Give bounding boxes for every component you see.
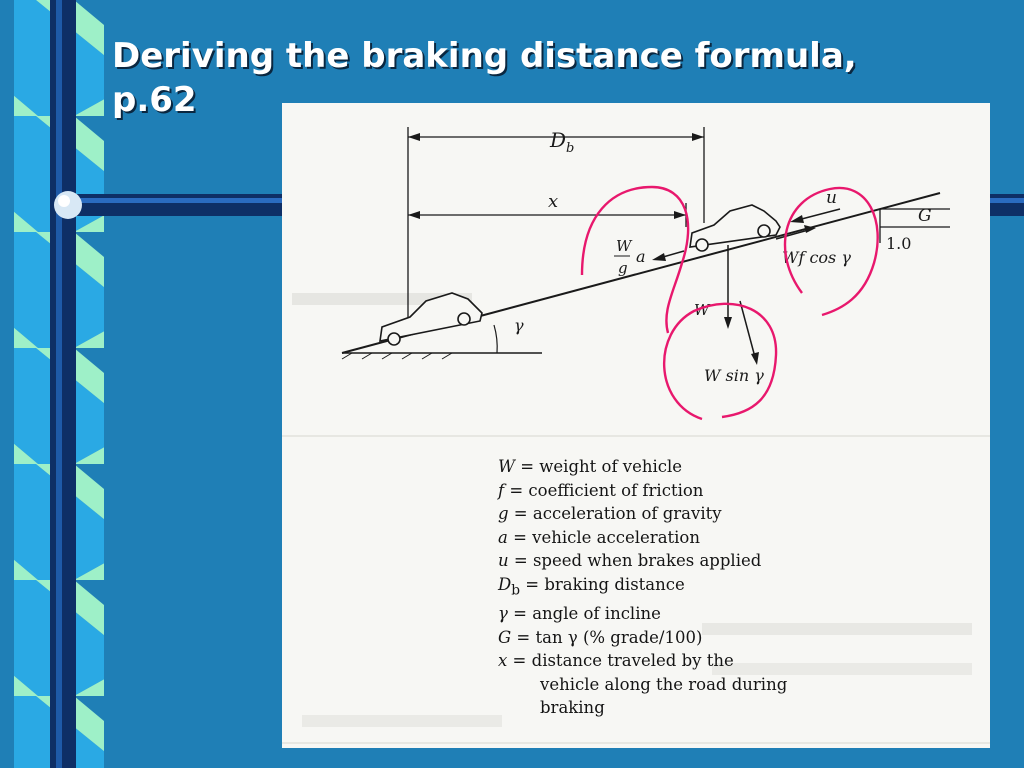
legend-row [498,549,918,573]
legend-row [498,455,918,479]
legend-row [498,626,918,650]
legend-text: vehicle along the road during [540,674,788,694]
legend-symbol: a [498,527,508,547]
legend-text: = coefficient of friction [504,480,704,500]
label-weight: W [694,301,710,319]
title-line-1: Deriving the braking distance formula, [112,36,857,76]
legend-row [498,673,918,697]
label-g: g [618,259,628,277]
symbol-legend [498,455,918,720]
legend-symbol: f [498,480,505,500]
legend-text: = braking distance [520,574,685,594]
label-grade-g: G [918,206,932,226]
legend-row [498,649,918,673]
label-weight-component: W sin γ [704,366,764,385]
legend-row [498,573,918,603]
legend-row [498,602,918,626]
legend-subscript: b [511,581,521,598]
label-friction-force: Wf cos γ [782,248,851,267]
label-acceleration: a [636,247,646,266]
label-angle: γ [514,316,524,335]
legend-row [498,696,918,720]
label-braking-distance: $D_b$ [550,128,575,156]
legend-symbol: g [498,504,509,523]
legend-text: = vehicle acceleration [507,527,700,547]
legend-text: = distance traveled by the [507,651,734,671]
legend-symbol: x [498,651,508,671]
legend-text: = weight of vehicle [514,457,683,476]
legend-row [498,479,918,503]
label-run: 1.0 [886,234,912,253]
legend-text: = tan γ (% grade/100) [511,627,703,647]
legend-symbol: γ [498,604,508,624]
legend-symbol: D [498,574,512,594]
label-speed-u: u [826,188,837,208]
label-distance-x: x [548,191,559,212]
legend-text: braking [540,698,605,718]
textbook-scan [282,103,990,748]
legend-symbol: u [498,551,509,570]
legend-row [498,526,918,550]
legend-text: = angle of incline [507,604,661,624]
dimension-lines [408,127,950,325]
legend-text: = acceleration of gravity [508,504,722,523]
label-w-over-g: W [616,237,632,255]
legend-row [498,502,918,526]
decorative-ribbon [0,0,110,768]
title-line-2: p.62 [112,80,197,120]
legend-text: = speed when brakes applied [508,551,762,570]
legend-symbol: W [498,457,515,476]
legend-symbol: G [498,627,512,647]
